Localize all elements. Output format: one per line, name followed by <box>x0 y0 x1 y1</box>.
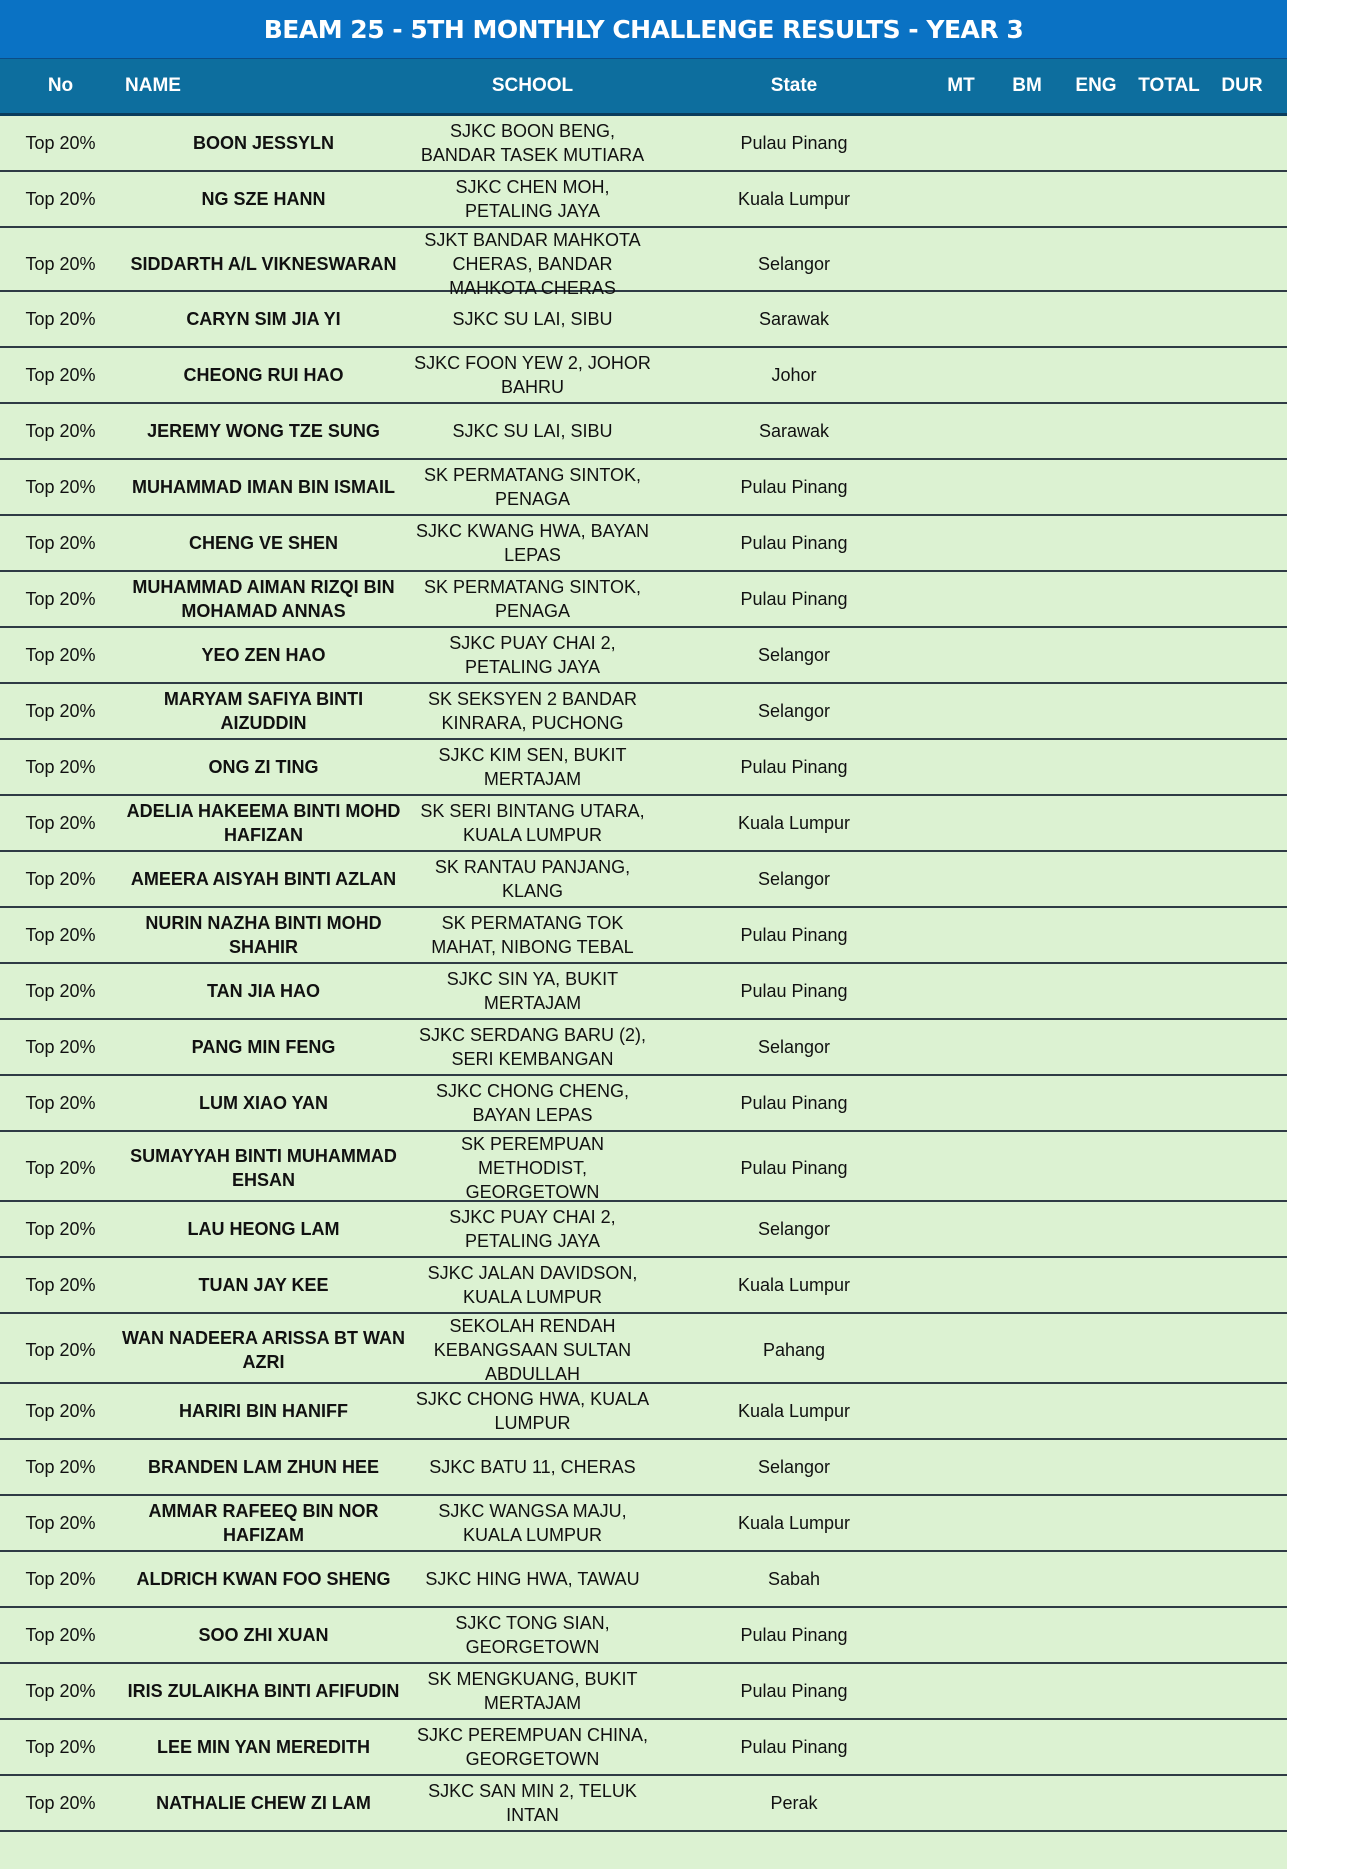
row-no: Top 20% <box>25 756 96 777</box>
table-row <box>0 852 1287 908</box>
row-school: SJKC PUAY CHAI 2, PETALING JAYA <box>449 633 616 677</box>
row-name: IRIS ZULAIKHA BINTI AFIFUDIN <box>127 1681 400 1701</box>
row-no: Top 20% <box>25 1218 96 1239</box>
row-school: SJKC FOON YEW 2, JOHOR BAHRU <box>414 353 651 397</box>
table-row <box>0 1258 1287 1314</box>
row-name: SUMAYYAH BINTI MUHAMMAD EHSAN <box>130 1146 397 1190</box>
table-row <box>0 1552 1287 1608</box>
header-mt: MT <box>947 75 975 96</box>
row-no: Top 20% <box>25 1036 96 1057</box>
row-school: SJKC TONG SIAN, GEORGETOWN <box>455 1613 610 1657</box>
row-school: SEKOLAH RENDAH KEBANGSAAN SULTAN ABDULLAH <box>433 1316 632 1384</box>
table-header <box>0 59 1340 116</box>
row-no: Top 20% <box>25 1456 96 1477</box>
table-row <box>0 228 1287 298</box>
row-state: Selangor <box>757 701 831 721</box>
results-table-body <box>0 116 1287 1832</box>
row-state: Perak <box>770 1793 818 1813</box>
row-no: Top 20% <box>25 253 96 274</box>
row-state: Pulau Pinang <box>740 589 848 609</box>
row-no: Top 20% <box>25 1680 96 1701</box>
row-no: Top 20% <box>25 700 96 721</box>
row-state: Pulau Pinang <box>740 1093 848 1113</box>
row-name: ONG ZI TING <box>208 757 319 777</box>
row-school: SK PEREMPUAN METHODIST, GEORGETOWN <box>460 1134 605 1202</box>
row-name: SIDDARTH A/L VIKNESWARAN <box>130 254 397 274</box>
row-school: SJKC CHONG CHENG, BAYAN LEPAS <box>435 1081 630 1125</box>
row-school: SJKC BATU 11, CHERAS <box>429 1457 636 1477</box>
row-state: Johor <box>771 365 817 385</box>
row-school: SJKC PEREMPUAN CHINA, GEORGETOWN <box>416 1725 649 1769</box>
row-name: YEO ZEN HAO <box>201 645 326 665</box>
row-no: Top 20% <box>25 420 96 441</box>
row-name: LUM XIAO YAN <box>198 1093 329 1113</box>
row-name: BOON JESSYLN <box>192 133 335 153</box>
table-row <box>0 116 1287 172</box>
row-name: TAN JIA HAO <box>206 981 320 1001</box>
row-state: Pulau Pinang <box>740 533 848 553</box>
row-school: SJKC BOON BENG, BANDAR TASEK MUTIARA <box>420 121 645 165</box>
row-name: MUHAMMAD IMAN BIN ISMAIL <box>132 477 395 497</box>
table-row <box>0 348 1287 404</box>
row-state: Selangor <box>757 1037 831 1057</box>
table-row <box>0 572 1287 628</box>
row-name: NATHALIE CHEW ZI LAM <box>156 1793 371 1813</box>
header-dur: DUR <box>1221 75 1263 96</box>
table-row <box>0 964 1287 1020</box>
row-state: Pulau Pinang <box>740 1625 848 1645</box>
table-row <box>0 292 1287 348</box>
row-state: Pulau Pinang <box>740 1158 848 1178</box>
row-state: Kuala Lumpur <box>737 1513 851 1533</box>
row-school: SJKC CHONG HWA, KUALA LUMPUR <box>415 1389 650 1433</box>
row-name: WAN NADEERA ARISSA BT WAN AZRI <box>122 1328 405 1372</box>
row-no: Top 20% <box>25 924 96 945</box>
row-school: SJKC HING HWA, TAWAU <box>425 1569 640 1589</box>
row-state: Pulau Pinang <box>740 477 848 497</box>
row-school: SJKC SIN YA, BUKIT MERTAJAM <box>446 969 619 1013</box>
table-row <box>0 1202 1287 1258</box>
header-total: TOTAL <box>1138 75 1200 96</box>
header-name: NAME <box>125 75 181 96</box>
row-state: Selangor <box>757 1219 831 1239</box>
row-no: Top 20% <box>25 476 96 497</box>
row-school: SK MENGKUANG, BUKIT MERTAJAM <box>427 1669 638 1713</box>
row-no: Top 20% <box>25 532 96 553</box>
row-name: NURIN NAZHA BINTI MOHD SHAHIR <box>145 913 382 957</box>
row-no: Top 20% <box>25 868 96 889</box>
row-no: Top 20% <box>25 1400 96 1421</box>
row-school: SJKC SU LAI, SIBU <box>452 421 613 441</box>
row-state: Kuala Lumpur <box>737 189 851 209</box>
row-state: Selangor <box>757 645 831 665</box>
row-school: SK SEKSYEN 2 BANDAR KINRARA, PUCHONG <box>427 689 638 733</box>
row-name: AMMAR RAFEEQ BIN NOR HAFIZAM <box>148 1501 379 1545</box>
row-no: Top 20% <box>25 1792 96 1813</box>
row-state: Pulau Pinang <box>740 1681 848 1701</box>
row-no: Top 20% <box>25 188 96 209</box>
row-school: SJKC JALAN DAVIDSON, KUALA LUMPUR <box>427 1263 638 1307</box>
row-name: ADELIA HAKEEMA BINTI MOHD HAFIZAN <box>126 801 401 845</box>
header-no: No <box>47 75 74 96</box>
table-row <box>0 1020 1287 1076</box>
table-row <box>0 740 1287 796</box>
row-name: AMEERA AISYAH BINTI AZLAN <box>130 869 397 889</box>
table-row <box>0 1384 1287 1440</box>
row-school: SJKC SERDANG BARU (2), SERI KEMBANGAN <box>418 1025 647 1069</box>
row-no: Top 20% <box>25 1512 96 1533</box>
row-name: ALDRICH KWAN FOO SHENG <box>136 1569 391 1589</box>
row-name: LEE MIN YAN MEREDITH <box>156 1737 371 1757</box>
table-row <box>0 460 1287 516</box>
row-no: Top 20% <box>25 1092 96 1113</box>
row-state: Selangor <box>757 254 831 274</box>
header-state: State <box>770 75 818 96</box>
row-no: Top 20% <box>25 644 96 665</box>
row-no: Top 20% <box>25 308 96 329</box>
table-row <box>0 1440 1287 1496</box>
row-school: SJKC KIM SEN, BUKIT MERTAJAM <box>438 745 627 789</box>
row-school: SK PERMATANG SINTOK, PENAGA <box>423 465 642 509</box>
row-state: Selangor <box>757 1457 831 1477</box>
row-no: Top 20% <box>25 364 96 385</box>
row-state: Kuala Lumpur <box>737 1275 851 1295</box>
row-name: CHENG VE SHEN <box>188 533 339 553</box>
table-row <box>0 1776 1287 1832</box>
row-school: SJKC KWANG HWA, BAYAN LEPAS <box>415 521 650 565</box>
row-no: Top 20% <box>25 1568 96 1589</box>
row-state: Pulau Pinang <box>740 1737 848 1757</box>
row-state: Kuala Lumpur <box>737 813 851 833</box>
table-row <box>0 684 1287 740</box>
row-state: Sabah <box>767 1569 821 1589</box>
row-school: SJKC SU LAI, SIBU <box>452 309 613 329</box>
row-state: Selangor <box>757 869 831 889</box>
row-school: SK PERMATANG SINTOK, PENAGA <box>423 577 642 621</box>
row-school: SK PERMATANG TOK MAHAT, NIBONG TEBAL <box>431 913 634 957</box>
row-state: Pahang <box>762 1340 826 1360</box>
row-no: Top 20% <box>25 1274 96 1295</box>
row-state: Kuala Lumpur <box>737 1401 851 1421</box>
row-state: Pulau Pinang <box>740 133 848 153</box>
table-row <box>0 1496 1287 1552</box>
row-no: Top 20% <box>25 812 96 833</box>
row-name: CARYN SIM JIA YI <box>186 309 341 329</box>
table-row <box>0 628 1287 684</box>
header-prize: PRIZE <box>1294 77 1340 95</box>
header-school: SCHOOL <box>491 75 574 96</box>
table-row <box>0 172 1287 228</box>
row-name: LAU HEONG LAM <box>187 1219 340 1239</box>
table-row <box>0 404 1287 460</box>
row-school: SK RANTAU PANJANG, KLANG <box>434 857 631 901</box>
row-state: Sarawak <box>758 421 830 441</box>
row-name: SOO ZHI XUAN <box>198 1625 329 1645</box>
row-name: MARYAM SAFIYA BINTI AIZUDDIN <box>163 689 364 733</box>
row-school: SJKC SAN MIN 2, TELUK INTAN <box>428 1781 637 1825</box>
header-bm: BM <box>1012 75 1042 96</box>
row-name: NG SZE HANN <box>201 189 326 209</box>
sheet-title: BEAM 25 - 5TH MONTHLY CHALLENGE RESULTS - YEAR 3 <box>0 0 1287 59</box>
row-no: Top 20% <box>25 132 96 153</box>
table-row <box>0 1314 1287 1384</box>
row-no: Top 20% <box>25 1339 96 1360</box>
row-state: Pulau Pinang <box>740 925 848 945</box>
row-name: MUHAMMAD AIMAN RIZQI BIN MOHAMAD ANNAS <box>132 577 395 621</box>
table-row <box>0 908 1287 964</box>
row-name: CHEONG RUI HAO <box>183 365 344 385</box>
row-no: Top 20% <box>25 588 96 609</box>
row-name: PANG MIN FENG <box>191 1037 336 1057</box>
row-no: Top 20% <box>25 980 96 1001</box>
row-name: HARIRI BIN HANIFF <box>179 1401 348 1421</box>
row-no: Top 20% <box>25 1624 96 1645</box>
header-eng: ENG <box>1075 75 1117 96</box>
row-state: Pulau Pinang <box>740 757 848 777</box>
table-row <box>0 796 1287 852</box>
table-row <box>0 1720 1287 1776</box>
table-row <box>0 516 1287 572</box>
row-school: SJKT BANDAR MAHKOTA CHERAS, BANDAR MAHKOTA CHERAS <box>424 230 641 298</box>
row-school: SK SERI BINTANG UTARA, KUALA LUMPUR <box>420 801 645 845</box>
row-school: SJKC WANGSA MAJU, KUALA LUMPUR <box>438 1501 627 1545</box>
row-school: SJKC CHEN MOH, PETALING JAYA <box>455 177 610 221</box>
row-state: Sarawak <box>758 309 830 329</box>
table-row <box>0 1664 1287 1720</box>
row-name: BRANDEN LAM ZHUN HEE <box>148 1457 379 1477</box>
row-state: Pulau Pinang <box>740 981 848 1001</box>
table-row <box>0 1132 1287 1202</box>
row-name: JEREMY WONG TZE SUNG <box>147 421 380 441</box>
row-name: TUAN JAY KEE <box>198 1275 329 1295</box>
row-no: Top 20% <box>25 1157 96 1178</box>
row-no: Top 20% <box>25 1736 96 1757</box>
row-school: SJKC PUAY CHAI 2, PETALING JAYA <box>449 1207 616 1251</box>
table-row <box>0 1608 1287 1664</box>
table-row <box>0 1076 1287 1132</box>
